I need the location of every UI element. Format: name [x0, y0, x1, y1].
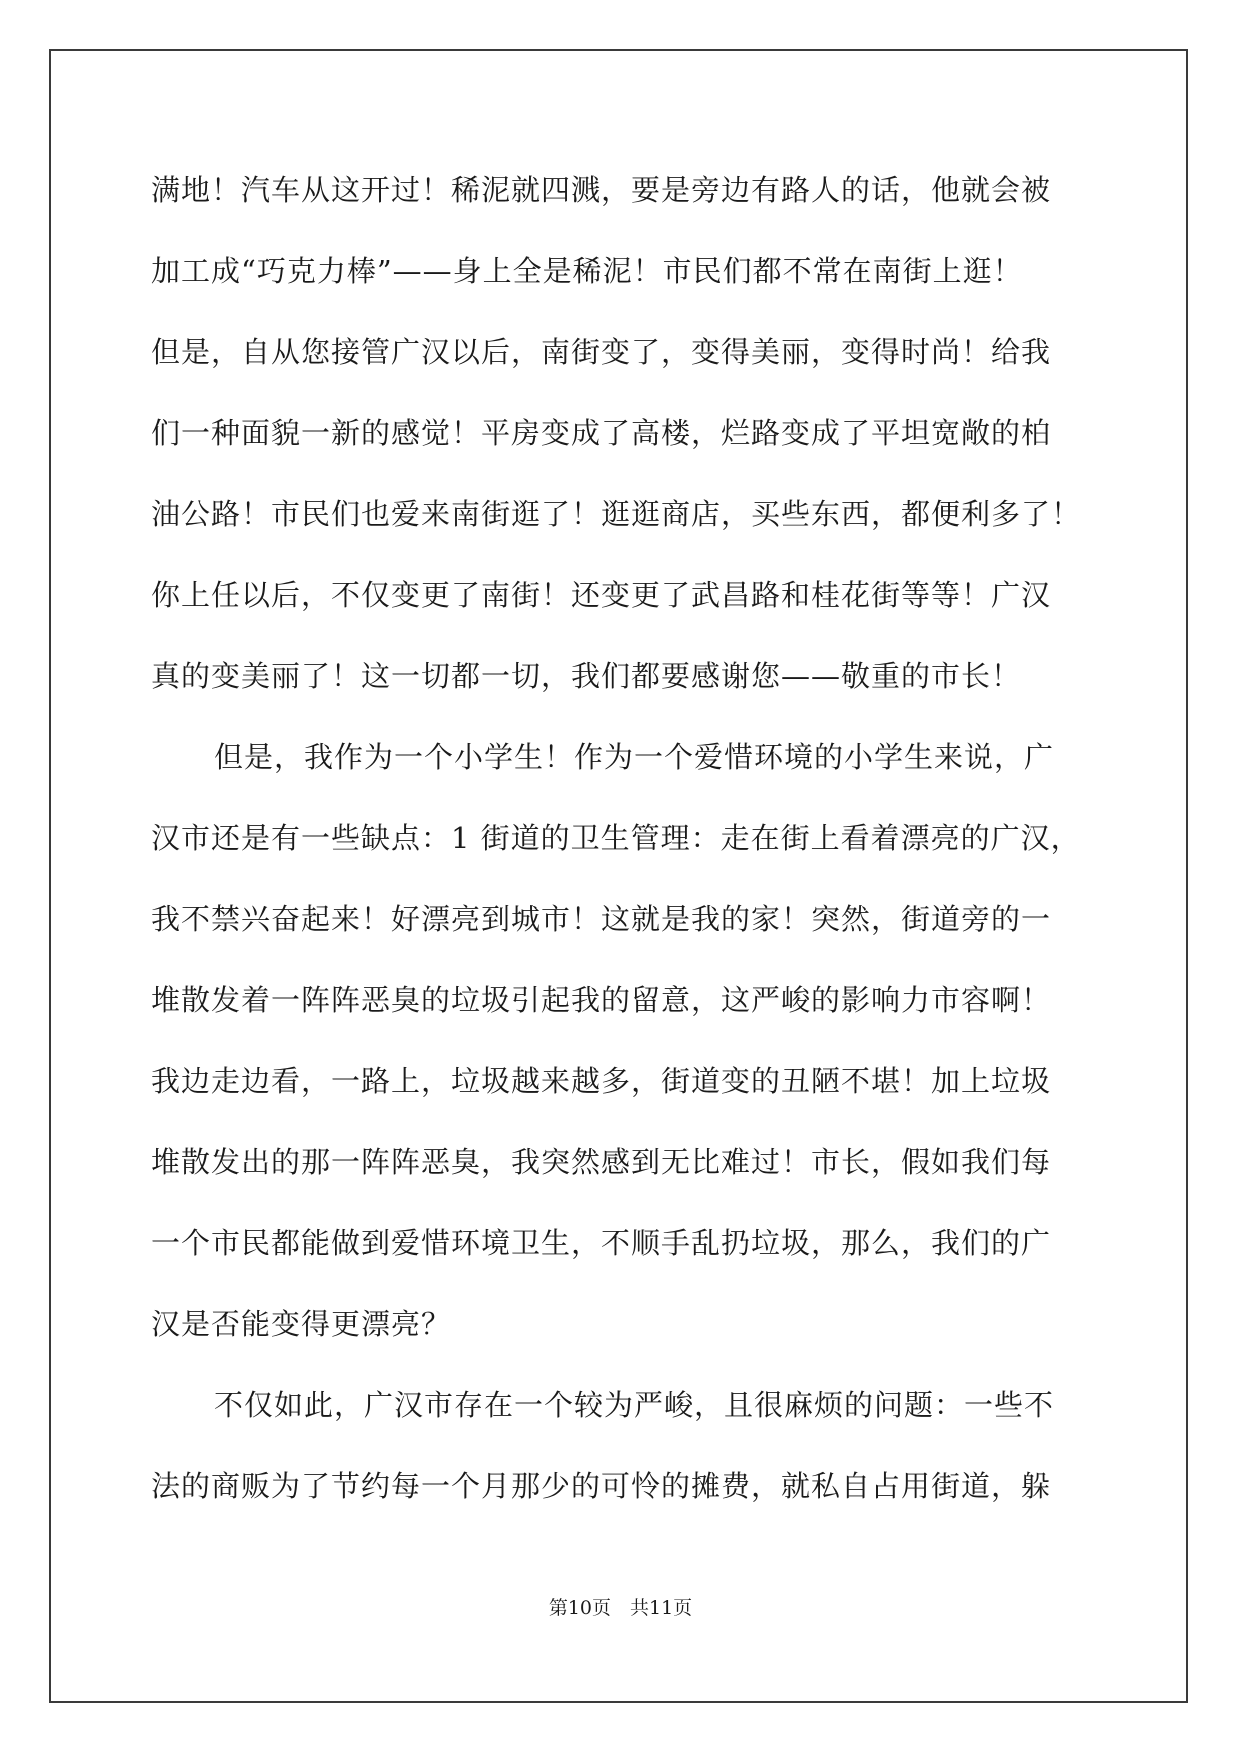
text-line: 汉市还是有一些缺点：1 街道的卫生管理：走在街上看着漂亮的广汉， [151, 821, 1081, 855]
text-line: 你上任以后，不仅变更了南街！还变更了武昌路和桂花街等等！广汉 [151, 578, 1052, 612]
text-line: 堆散发出的那一阵阵恶臭，我突然感到无比难过！市长，假如我们每 [151, 1145, 1052, 1179]
paragraph-first-line: 但是，我作为一个小学生！作为一个爱惜环境的小学生来说，广 [214, 740, 1055, 774]
page-number-footer: 第10页 共11页 [548, 1597, 693, 1619]
text-line: 一个市民都能做到爱惜环境卫生，不顺手乱扔垃圾，那么，我们的广 [151, 1226, 1052, 1260]
text-line: 满地！汽车从这开过！稀泥就四溅，要是旁边有路人的话，他就会被 [151, 173, 1052, 207]
text-line: 加工成“巧克力棒”——身上全是稀泥！市民们都不常在南街上逛！ [151, 254, 1023, 288]
text-line: 但是，自从您接管广汉以后，南街变了，变得美丽，变得时尚！给我 [151, 335, 1052, 369]
text-line: 堆散发着一阵阵恶臭的垃圾引起我的留意，这严峻的影响力市容啊！ [151, 983, 1052, 1017]
text-line: 真的变美丽了！这一切都一切，我们都要感谢您——敬重的市长！ [151, 659, 1022, 693]
paragraph-first-line: 不仅如此，广汉市存在一个较为严峻，且很麻烦的问题：一些不 [214, 1388, 1055, 1422]
document-body [151, 162, 1151, 1539]
text-line: 油公路！市民们也爱来南街逛了！逛逛商店，买些东西，都便利多了！ [151, 497, 1082, 531]
text-line: 们一种面貌一新的感觉！平房变成了高楼，烂路变成了平坦宽敞的柏 [151, 416, 1052, 450]
text-line: 汉是否能变得更漂亮？ [151, 1307, 452, 1341]
text-line: 法的商贩为了节约每一个月那少的可怜的摊费，就私自占用街道，躲 [151, 1469, 1052, 1503]
text-line: 我不禁兴奋起来！好漂亮到城市！这就是我的家！突然，街道旁的一 [151, 902, 1052, 936]
text-line: 我边走边看，一路上，垃圾越来越多，街道变的丑陋不堪！加上垃圾 [151, 1064, 1052, 1098]
